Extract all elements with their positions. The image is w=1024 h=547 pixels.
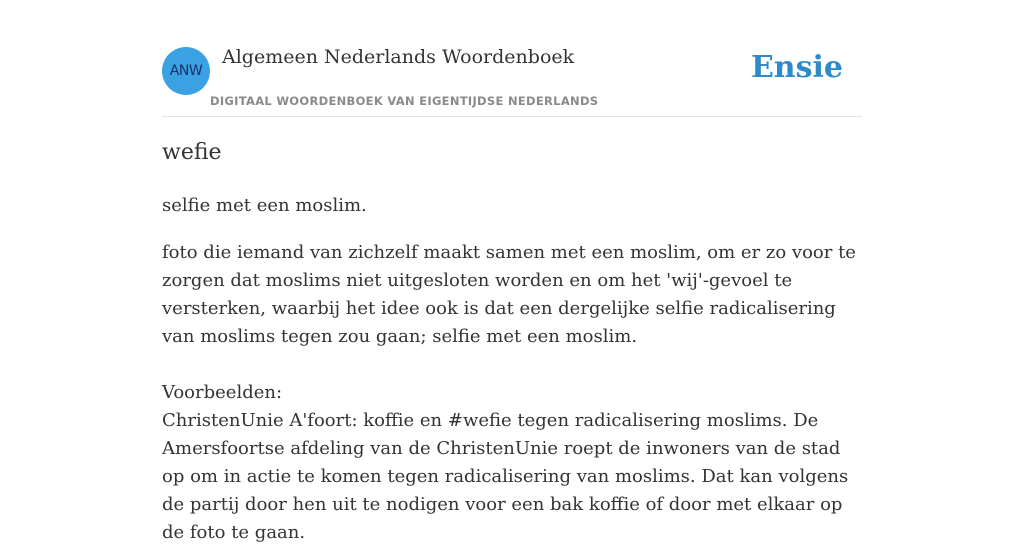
entry-term: wefie [162, 140, 222, 165]
short-definition: selfie met een moslim. [162, 195, 367, 216]
anw-logo[interactable] [162, 47, 210, 95]
paragraph-gap [162, 351, 864, 379]
example-text: ChristenUnie A'foort: koffie en #wefie tegen radicalisering moslims. De Amersfoortse afdeling van de ChristenUnie roept de inwoners van de stad op om in actie te komen tegen radicalisering van moslims. Dat kan volgens de partij door hen uit te nodigen voor een bak koffie of door met elkaar op de foto te gaan. [162, 410, 849, 543]
examples-heading: Voorbeelden: [162, 382, 283, 403]
page [162, 0, 862, 543]
ensie-brand-link[interactable]: Ensie [750, 50, 843, 85]
logo-text: ANW [169, 63, 203, 79]
site-header [162, 0, 862, 117]
site-title[interactable]: Algemeen Nederlands Woordenboek [222, 46, 575, 68]
site-subtitle: DIGITAAL WOORDENBOEK VAN EIGENTIJDSE NEDERLANDS [210, 94, 599, 108]
definition-text: foto die iemand van zichzelf maakt samen met een moslim, om er zo voor te zorgen dat moslims niet uitgesloten worden en om het 'wij'-gevoel te versterken, waarbij het idee ook is dat een dergelijke selfie radicalisering van moslims tegen zou gaan; selfie met een moslim. [162, 242, 856, 347]
entry-body [162, 239, 864, 547]
